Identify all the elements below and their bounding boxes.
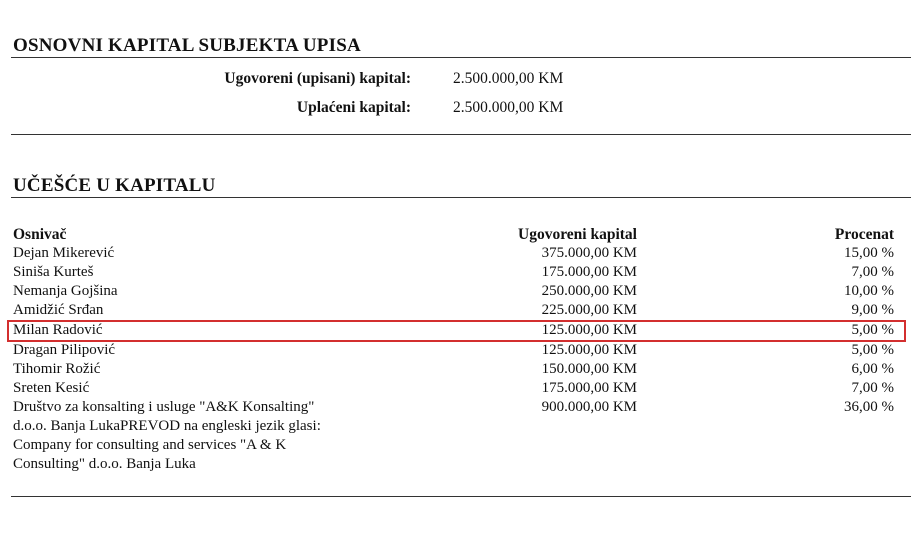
contracted-capital-value: 2.500.000,00 KM: [453, 70, 564, 87]
table-row: [0, 244, 920, 263]
table-row: [0, 360, 920, 379]
table-row: [0, 379, 920, 398]
founder-name: Sreten Kesić: [13, 380, 90, 396]
founder-percent: 6,00 %: [851, 361, 894, 377]
table-row: [0, 301, 920, 320]
founder-name: Dragan Pilipović: [13, 342, 116, 358]
table-row: [0, 341, 920, 360]
founder-name: Tihomir Rožić: [13, 361, 101, 377]
founder-name: Milan Radović: [13, 322, 103, 338]
founder-capital: 375.000,00 KM: [541, 245, 637, 261]
founder-percent: 5,00 %: [851, 322, 894, 338]
divider: [11, 134, 911, 135]
divider: [11, 57, 911, 58]
note-line: d.o.o. Banja LukaPREVOD na engleski jezik glasi:: [13, 418, 321, 434]
founder-name: Amidžić Srđan: [13, 302, 104, 318]
founder-capital: 250.000,00 KM: [541, 283, 637, 299]
founder-capital: 900.000,00 KM: [541, 399, 637, 415]
paid-capital-value: 2.500.000,00 KM: [453, 99, 564, 116]
founder-capital: 175.000,00 KM: [541, 264, 637, 280]
table-row: [0, 398, 920, 417]
divider: [11, 197, 911, 198]
column-header-founder: Osnivač: [13, 226, 67, 243]
founder-capital: 175.000,00 KM: [541, 380, 637, 396]
founder-name: Siniša Kurteš: [13, 264, 94, 280]
note-line: Consulting" d.o.o. Banja Luka: [13, 456, 196, 472]
founder-percent: 36,00 %: [844, 399, 894, 415]
founder-percent: 9,00 %: [851, 302, 894, 318]
founder-capital: 125.000,00 KM: [541, 342, 637, 358]
founder-percent: 5,00 %: [851, 342, 894, 358]
founder-name: Nemanja Gojšina: [13, 283, 118, 299]
founder-percent: 10,00 %: [844, 283, 894, 299]
divider: [11, 496, 911, 497]
founder-name: Društvo za konsalting i usluge "A&K Konsalting": [13, 399, 315, 415]
note-line: Company for consulting and services "A & K: [13, 437, 287, 453]
section-title-share-capital: OSNOVNI KAPITAL SUBJEKTA UPISA: [13, 35, 361, 56]
column-header-percent: Procenat: [834, 226, 894, 243]
paid-capital-label: Uplaćeni kapital:: [296, 99, 411, 116]
column-header-contracted-capital: Ugovoreni kapital: [518, 226, 637, 243]
founder-capital: 150.000,00 KM: [541, 361, 637, 377]
founder-capital: 125.000,00 KM: [541, 322, 637, 338]
contracted-capital-label: Ugovoreni (upisani) kapital:: [224, 70, 411, 87]
table-row: [0, 282, 920, 301]
table-row: [0, 263, 920, 282]
founder-percent: 7,00 %: [851, 380, 894, 396]
section-title-capital-share: UČEŠĆE U KAPITALU: [13, 175, 216, 196]
row-highlight-box: [7, 320, 906, 342]
founder-percent: 7,00 %: [851, 264, 894, 280]
founder-capital: 225.000,00 KM: [541, 302, 637, 318]
founder-name: Dejan Mikerević: [13, 245, 115, 261]
founder-percent: 15,00 %: [844, 245, 894, 261]
